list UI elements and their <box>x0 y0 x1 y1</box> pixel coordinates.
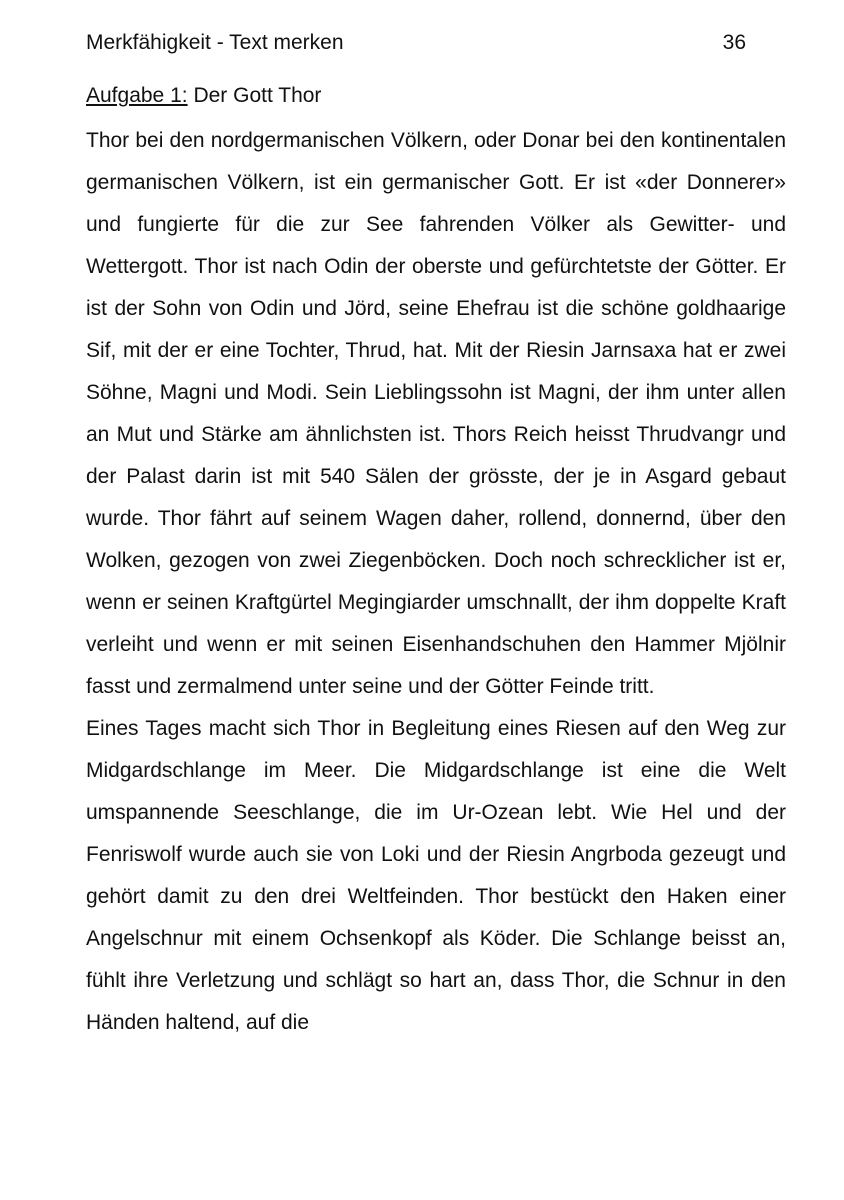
page-header <box>86 30 786 56</box>
task-heading <box>86 83 786 109</box>
header-title: Merkfähigkeit - Text merken <box>86 31 344 54</box>
task-label: Aufgabe 1: <box>86 84 188 107</box>
paragraph-2: Eines Tages macht sich Thor in Begleitung eines Riesen auf den Weg zur Midgardschlange im Meer. Die Midgardschlange ist eine die Welt umspannende Seeschlange, die im Ur-Ozean lebt. Wie Hel und der Fenriswolf wurde auch sie von Loki und der Riesin Angrboda gezeugt und gehört damit zu den drei Weltfeinden. Thor bestückt den Haken einer Angelschnur mit einem Ochsenkopf als Köder. Die Schlange beisst an, fühlt ihre Verletzung und schlägt so hart an, dass Thor, die Schnur in den Händen haltend, auf die <box>86 717 786 1034</box>
document-page <box>86 30 786 1044</box>
paragraph-1: Thor bei den nordgermanischen Völkern, oder Donar bei den kontinentalen germanischen Völkern, ist ein germanischer Gott. Er ist «der Donnerer» und fungierte für die zur See fahrenden Völker als Gewitter- und Wettergott. Thor ist nach Odin der oberste und gefürchtetste der Götter. Er ist der Sohn von Odin und Jörd, seine Ehefrau ist die schöne goldhaarige Sif, mit der er eine Tochter, Thrud, hat. Mit der Riesin Jarnsaxa hat er zwei Söhne, Magni und Modi. Sein Lieblingssohn ist Magni, der ihm unter allen an Mut und Stärke am ähnlichsten ist. Thors Reich heisst Thrudvangr und der Palast darin ist mit 540 Sälen der grösste, der je in Asgard gebaut wurde. Thor fährt auf seinem Wagen daher, rollend, donnernd, über den Wolken, gezogen von zwei Ziegenböcken. Doch noch schrecklicher ist er, wenn er seinen Kraftgürtel Megingiarder umschnallt, der ihm doppelte Kraft verleiht und wenn er mit seinen Eisenhandschuhen den Hammer Mjölnir fasst und zermalmend unter seine und der Götter Feinde tritt. <box>86 129 786 698</box>
task-title: Der Gott Thor <box>193 84 322 107</box>
page-number: 36 <box>722 31 746 54</box>
